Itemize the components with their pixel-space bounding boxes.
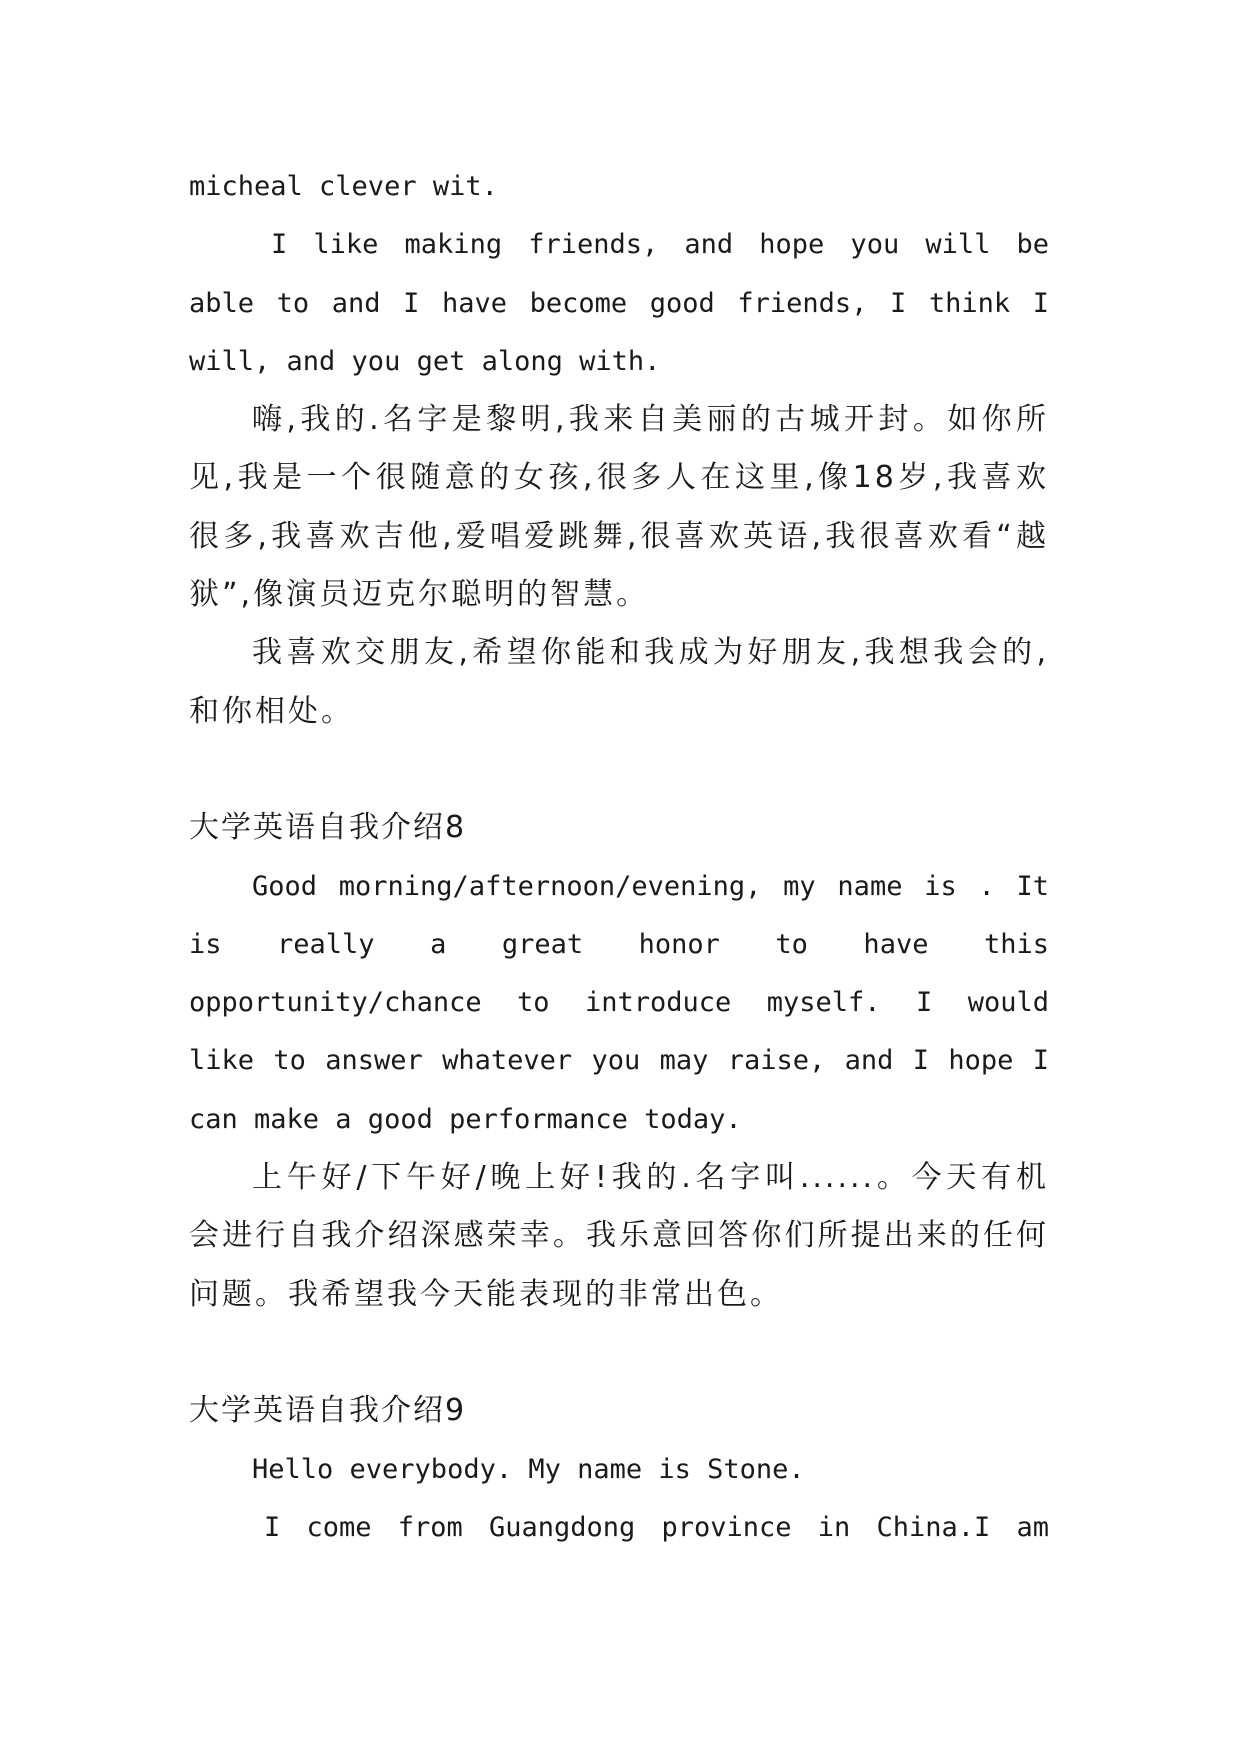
text-line: opportunity/chance to introduce myself. I would: [189, 987, 1049, 1019]
text-line: Hello everybody. My name is Stone.: [252, 1453, 805, 1485]
text-line: 会进行自我介绍深感荣幸。我乐意回答你们所提出来的任何: [189, 1218, 1049, 1254]
text-line: 嗨,我的.名字是黎明,我来自美丽的古城开封。如你所: [252, 402, 1049, 438]
text-line: micheal clever wit.: [189, 171, 498, 202]
text-line: 和你相处。: [189, 693, 354, 729]
document-page: [189, 158, 1049, 1557]
paragraph-gap: [189, 741, 1049, 799]
text-line: like to answer whatever you may raise, and I hope I: [189, 1045, 1049, 1077]
text-line: 很多,我喜欢吉他,爱唱爱跳舞,很喜欢英语,我很喜欢看“越: [189, 518, 1049, 554]
text-line: 狱”,像演员迈克尔聪明的智慧。: [189, 577, 650, 613]
text-line: 见,我是一个很随意的女孩,很多人在这里,像18岁,我喜欢: [189, 460, 1049, 496]
text-line: 上午好/下午好/晚上好!我的.名字叫......。今天有机: [252, 1160, 1049, 1196]
text-line: able to and I have become good friends, I think I: [189, 287, 1049, 319]
text-line: will, and you get along with.: [189, 345, 661, 377]
text-line: is really a great honor to have this: [189, 928, 1049, 960]
text-line: 我喜欢交朋友,希望你能和我成为好朋友,我想我会的,: [252, 635, 1049, 671]
text-line: 问题。我希望我今天能表现的非常出色。: [189, 1276, 783, 1312]
text-line: I come from Guangdong province in China.I am: [264, 1511, 1049, 1543]
text-line: I like making friends, and hope you will be: [271, 229, 1049, 261]
text-line: can make a good performance today.: [189, 1103, 742, 1135]
text-line: Good morning/afternoon/evening, my name is . It: [252, 870, 1049, 902]
section-heading: 大学英语自我介绍8: [189, 810, 467, 846]
paragraph-gap: [189, 1324, 1049, 1382]
section-heading: 大学英语自我介绍9: [189, 1393, 467, 1429]
